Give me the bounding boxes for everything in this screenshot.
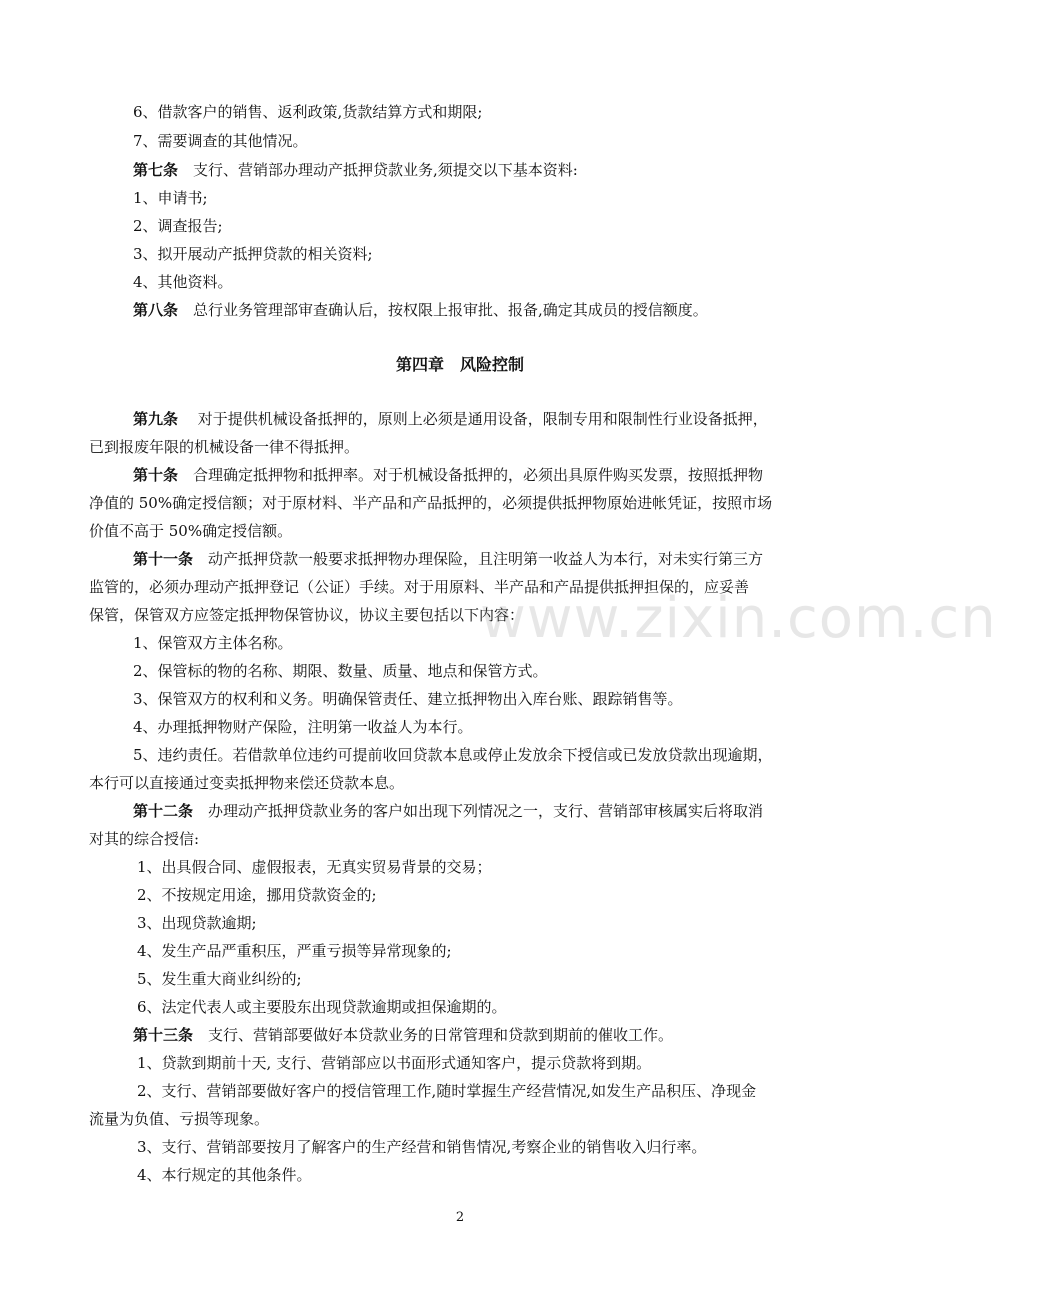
list-item [137, 1081, 1057, 1101]
list-item [137, 1137, 1057, 1157]
list-item [133, 745, 1053, 765]
line-text: 3、保管双方的权利和义务。明确保管责任、建立抵押物出入库台账、跟踪销售等。 [133, 690, 683, 708]
line-text: 3、拟开展动产抵押贷款的相关资料; [133, 245, 373, 263]
list-item [137, 997, 1057, 1017]
paragraph-line [89, 829, 1009, 849]
list-item [137, 941, 1057, 961]
list-item [133, 188, 833, 208]
paragraph-line [89, 1109, 1009, 1129]
line-text: 已到报废年限的机械设备一律不得抵押。 [89, 438, 360, 456]
article-label: 第十一条 [133, 550, 194, 568]
line-text: 2、支行、营销部要做好客户的授信管理工作,随时掌握生产经营情况,如发生产品积压、净现金 [137, 1082, 757, 1100]
line-text: 1、申请书; [133, 189, 208, 207]
list-item [133, 131, 833, 151]
list-item [137, 1165, 1057, 1185]
article-label: 第十三条 [133, 1026, 194, 1044]
line-text: 6、法定代表人或主要股东出现贷款逾期或担保逾期的。 [137, 998, 507, 1016]
list-item [137, 857, 1057, 877]
article-12 [133, 801, 1053, 821]
article-label: 第八条 [133, 301, 179, 319]
chapter-title: 第四章 风险控制 [395, 355, 524, 374]
line-text: 4、发生产品严重积压，严重亏损等异常现象的; [137, 942, 452, 960]
line-text: 支行、营销部要做好本贷款业务的日常管理和贷款到期前的催收工作。 [193, 1026, 674, 1044]
line-text: 3、支行、营销部要按月了解客户的生产经营和销售情况,考察企业的销售收入归行率。 [137, 1138, 707, 1156]
article-label: 第十条 [133, 466, 179, 484]
line-text: 流量为负值、亏损等现象。 [89, 1110, 270, 1128]
line-text: 4、办理抵押物财产保险，注明第一收益人为本行。 [133, 718, 473, 736]
line-text: 7、需要调查的其他情况。 [133, 132, 308, 150]
article-10 [133, 465, 1053, 485]
article-label: 第九条 [133, 410, 179, 428]
line-text: 监管的，必须办理动产抵押登记（公证）手续。对于用原料、半产品和产品提供抵押担保的，应妥善 [89, 578, 750, 596]
line-text: 总行业务管理部审查确认后，按权限上报审批、报备,确定其成员的授信额度。 [178, 301, 708, 319]
list-item [133, 244, 833, 264]
line-text: 4、本行规定的其他条件。 [137, 1166, 312, 1184]
line-text: 办理动产抵押贷款业务的客户如出现下列情况之一，支行、营销部审核属实后将取消 [193, 802, 764, 820]
line-text: 1、贷款到期前十天, 支行、营销部应以书面形式通知客户，提示贷款将到期。 [137, 1054, 652, 1072]
list-item [137, 1053, 1057, 1073]
article-8 [133, 300, 833, 320]
article-label: 第十二条 [133, 802, 194, 820]
page-number: 2 [455, 1210, 465, 1225]
list-item [137, 913, 1057, 933]
paragraph-line [89, 437, 1009, 457]
line-text: 合理确定抵押物和抵押率。对于机械设备抵押的，必须出具原件购买发票，按照抵押物 [178, 466, 764, 484]
line-text: 本行可以直接通过变卖抵押物来偿还贷款本息。 [89, 774, 405, 792]
list-item [133, 717, 1053, 737]
paragraph-line [89, 493, 1009, 513]
article-label: 第七条 [133, 161, 179, 179]
list-item [137, 885, 1057, 905]
paragraph-line [89, 773, 1009, 793]
list-item [133, 689, 1053, 709]
line-text: 对于提供机械设备抵押的，原则上必须是通用设备，限制专用和限制性行业设备抵押， [178, 410, 768, 428]
line-text: 5、违约责任。若借款单位违约可提前收回贷款本息或停止发放余下授信或已发放贷款出现逾期， [133, 746, 773, 764]
line-text: 2、不按规定用途，挪用贷款资金的; [137, 886, 377, 904]
line-text: 5、发生重大商业纠纷的; [137, 970, 302, 988]
line-text: 动产抵押贷款一般要求抵押物办理保险，且注明第一收益人为本行，对未实行第三方 [193, 550, 764, 568]
line-text: 4、其他资料。 [133, 273, 233, 291]
line-text: 价值不高于 50%确定授信额。 [89, 522, 293, 540]
list-item [133, 216, 833, 236]
line-text: 6、借款客户的销售、返利政策,货款结算方式和期限; [133, 103, 483, 121]
article-7 [133, 160, 833, 180]
article-9 [133, 409, 1053, 429]
article-11 [133, 549, 1053, 569]
list-item [133, 102, 833, 122]
line-text: 2、保管标的物的名称、期限、数量、质量、地点和保管方式。 [133, 662, 548, 680]
list-item [137, 969, 1057, 989]
paragraph-line [89, 521, 1009, 541]
article-13 [133, 1025, 1053, 1045]
list-item [133, 272, 833, 292]
line-text: 对其的综合授信: [89, 830, 200, 848]
watermark: www.zixin.com.cn [480, 586, 997, 651]
line-text: 1、出具假合同、虚假报表，无真实贸易背景的交易； [137, 858, 492, 876]
line-text: 1、保管双方主体名称。 [133, 634, 293, 652]
line-text: 2、调查报告; [133, 217, 223, 235]
line-text: 3、出现贷款逾期; [137, 914, 257, 932]
line-text: 净值的 50%确定授信额；对于原材料、半产品和产品抵押的，必须提供抵押物原始进帐凭证，按照市场 [89, 494, 773, 512]
line-text: 支行、营销部办理动产抵押贷款业务,须提交以下基本资料: [178, 161, 578, 179]
line-text: 保管，保管双方应签定抵押物保管协议，协议主要包括以下内容： [89, 606, 525, 624]
list-item [133, 661, 1053, 681]
